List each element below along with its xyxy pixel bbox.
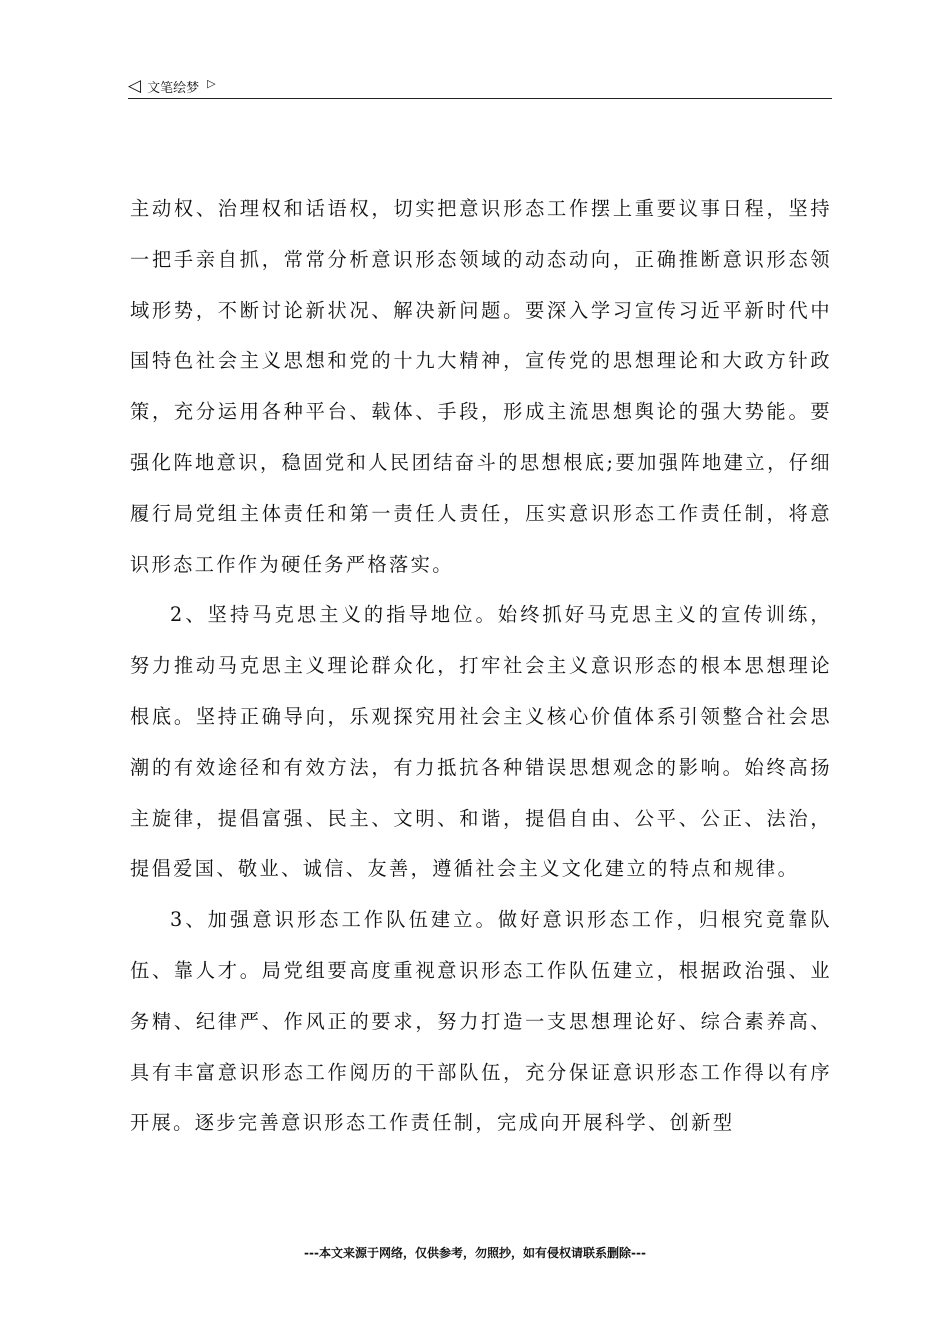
paragraph-continuation: 主动权、治理权和话语权，切实把意识形态工作摆上重要议事日程，坚持一把手亲自抓，常常分析意识形态领域的动态动向，正确推断意识形态领域形势，不断讨论新状况、解决新问题。要深入学习宣传习近平新时代中国特色社会主义思想和党的十九大精神，宣传党的思想理论和大政方针政策，充分运用各种平台、载体、手段，形成主流思想舆论的强大势能。要强化阵地意识，稳固党和人民团结奋斗的思想根底;要加强阵地建立，仔细履行局党组主体责任和第一责任人责任，压实意识形态工作责任制，将意识形态工作作为硬任务严格落实。 xyxy=(130,197,832,576)
page-header xyxy=(128,74,832,99)
triangle-left-icon: ◁ xyxy=(128,75,142,96)
document-body xyxy=(130,184,832,1149)
paragraph-item-2: 2、坚持马克思主义的指导地位。始终抓好马克思主义的宣传训练，努力推动马克思主义理论群众化，打牢社会主义意识形态的根本思想理论根底。坚持正确导向，乐观探究用社会主义核心价值体系引领整合社会思潮的有效途径和有效方法，有力抵抗各种错误思想观念的影响。始终高扬主旋律，提倡富强、民主、文明、和谐，提倡自由、公平、公正、法治，提倡爱国、敬业、诚信、友善，遵循社会主义文化建立的特点和规律。 xyxy=(130,603,832,881)
page-footer-notice: ---本文来源于网络，仅供参考，勿照抄，如有侵权请联系删除--- xyxy=(304,1246,646,1260)
header-title: 文笔绘梦 xyxy=(147,80,200,96)
paragraph-item-3: 3、加强意识形态工作队伍建立。做好意识形态工作，归根究竟靠队伍、靠人才。局党组要高度重视意识形态工作队伍建立，根据政治强、业务精、纪律严、作风正的要求，努力打造一支思想理论好、综合素养高、具有丰富意识形态工作阅历的干部队伍，充分保证意识形态工作得以有序开展。逐步完善意识形态工作责任制，完成向开展科学、创新型 xyxy=(130,908,832,1135)
triangle-right-icon: ▷ xyxy=(207,76,216,90)
